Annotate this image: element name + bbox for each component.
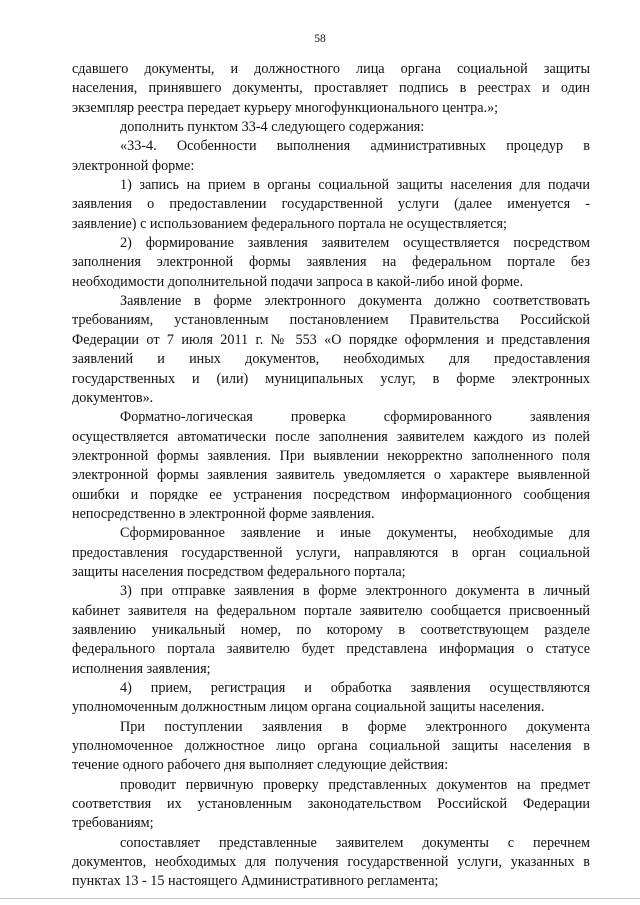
text-line: При поступлении заявления в форме электронного документа xyxy=(120,718,590,735)
page-number: 58 xyxy=(314,33,326,45)
text-line: сдавшего документы, и должностного лица органа социальной защиты xyxy=(72,61,590,77)
text-line: Сформированное заявление и иные документы, необходимые для xyxy=(120,525,590,542)
text-line: ошибки и порядке ее устранения посредством информационного сообщения xyxy=(72,486,590,503)
text-line: заявление) с использованием федерального портала не осуществляется; xyxy=(72,215,507,232)
text-line: течение одного рабочего дня выполняет следующие действия: xyxy=(72,757,449,774)
text-line: электронной формы заявления. При выявлении некорректно заполненного поля xyxy=(72,447,590,464)
document-body xyxy=(72,60,590,892)
text-line: требованиям; xyxy=(72,815,154,832)
text-line: необходимости дополнительной подачи запроса в какой-либо иной форме. xyxy=(72,273,524,290)
text-line: кабинет заявителя на федеральном портале заявителю сообщается присвоенный xyxy=(72,602,590,619)
text-line: Форматно-логическая проверка сформированного заявления xyxy=(120,409,590,426)
text-line: электронной формы заявления заявитель уведомляется о характере выявленной xyxy=(72,467,590,484)
text-line: электронной форме: xyxy=(72,157,195,174)
text-line: защиты населения посредством федерального портала; xyxy=(72,563,406,580)
text-line: сопоставляет представленные заявителем документы с перечнем xyxy=(120,834,590,851)
text-line: предоставления государственной услуги, направляются в орган социальной xyxy=(72,544,590,561)
text-line: Заявление в форме электронного документа должно соответствовать xyxy=(120,293,590,310)
text-line: Федерации от 7 июля 2011 г. № 553 «О порядке оформления и представления xyxy=(72,331,590,348)
text-line: уполномоченным должностным лицом органа социальной защиты населения. xyxy=(72,699,545,716)
text-line: «33-4. Особенности выполнения административных процедур в xyxy=(120,138,590,155)
text-line: 1) запись на прием в органы социальной защиты населения для подачи xyxy=(120,177,590,194)
text-line: требованиям, установленным постановлением Правительства Российской xyxy=(72,312,590,329)
text-line: исполнения заявления; xyxy=(72,660,211,677)
text-line: пунктах 13 - 15 настоящего Административного регламента; xyxy=(72,873,439,890)
text-line: документов». xyxy=(72,389,154,406)
text-line: заполнения электронной формы заявления на федеральном портале без xyxy=(72,254,590,271)
text-line: соответствия их установленным законодательством Российской Федерации xyxy=(72,796,590,813)
text-line: экземпляр реестра передает курьеру многофункционального центра.»; xyxy=(72,99,499,116)
text-line: 4) прием, регистрация и обработка заявления осуществляются xyxy=(120,680,590,696)
text-line: 3) при отправке заявления в форме электронного документа в личный xyxy=(120,583,590,600)
page-bottom-edge xyxy=(0,898,640,899)
text-line: государственных и (или) муниципальных услуг, в форме электронных xyxy=(72,370,590,387)
text-line: заявления о предоставлении государственной услуги (далее именуется - xyxy=(72,196,590,213)
text-line: дополнить пунктом 33-4 следующего содержания: xyxy=(120,119,425,136)
text-line: заявлению уникальный номер, по которому в соответствующем разделе xyxy=(72,621,590,638)
text-line: проводит первичную проверку представленных документов на предмет xyxy=(120,776,590,793)
text-line: уполномоченное должностное лицо органа социальной защиты населения в xyxy=(72,738,590,755)
text-line: заявлений и иных документов, необходимых для предоставления xyxy=(72,351,590,368)
text-line: осуществляется автоматически после заполнения заявителем каждого из полей xyxy=(72,428,590,445)
text-line: непосредственно в электронной форме заявления. xyxy=(72,505,375,522)
text-line: документов, необходимых для получения государственной услуги, указанных в xyxy=(72,854,590,871)
text-line: населения, принявшего документы, проставляет подпись в реестрах и один xyxy=(72,80,590,97)
text-line: 2) формирование заявления заявителем осуществляется посредством xyxy=(120,235,590,252)
text-line: федерального портала заявителю будет представлена информация о статусе xyxy=(72,641,590,658)
